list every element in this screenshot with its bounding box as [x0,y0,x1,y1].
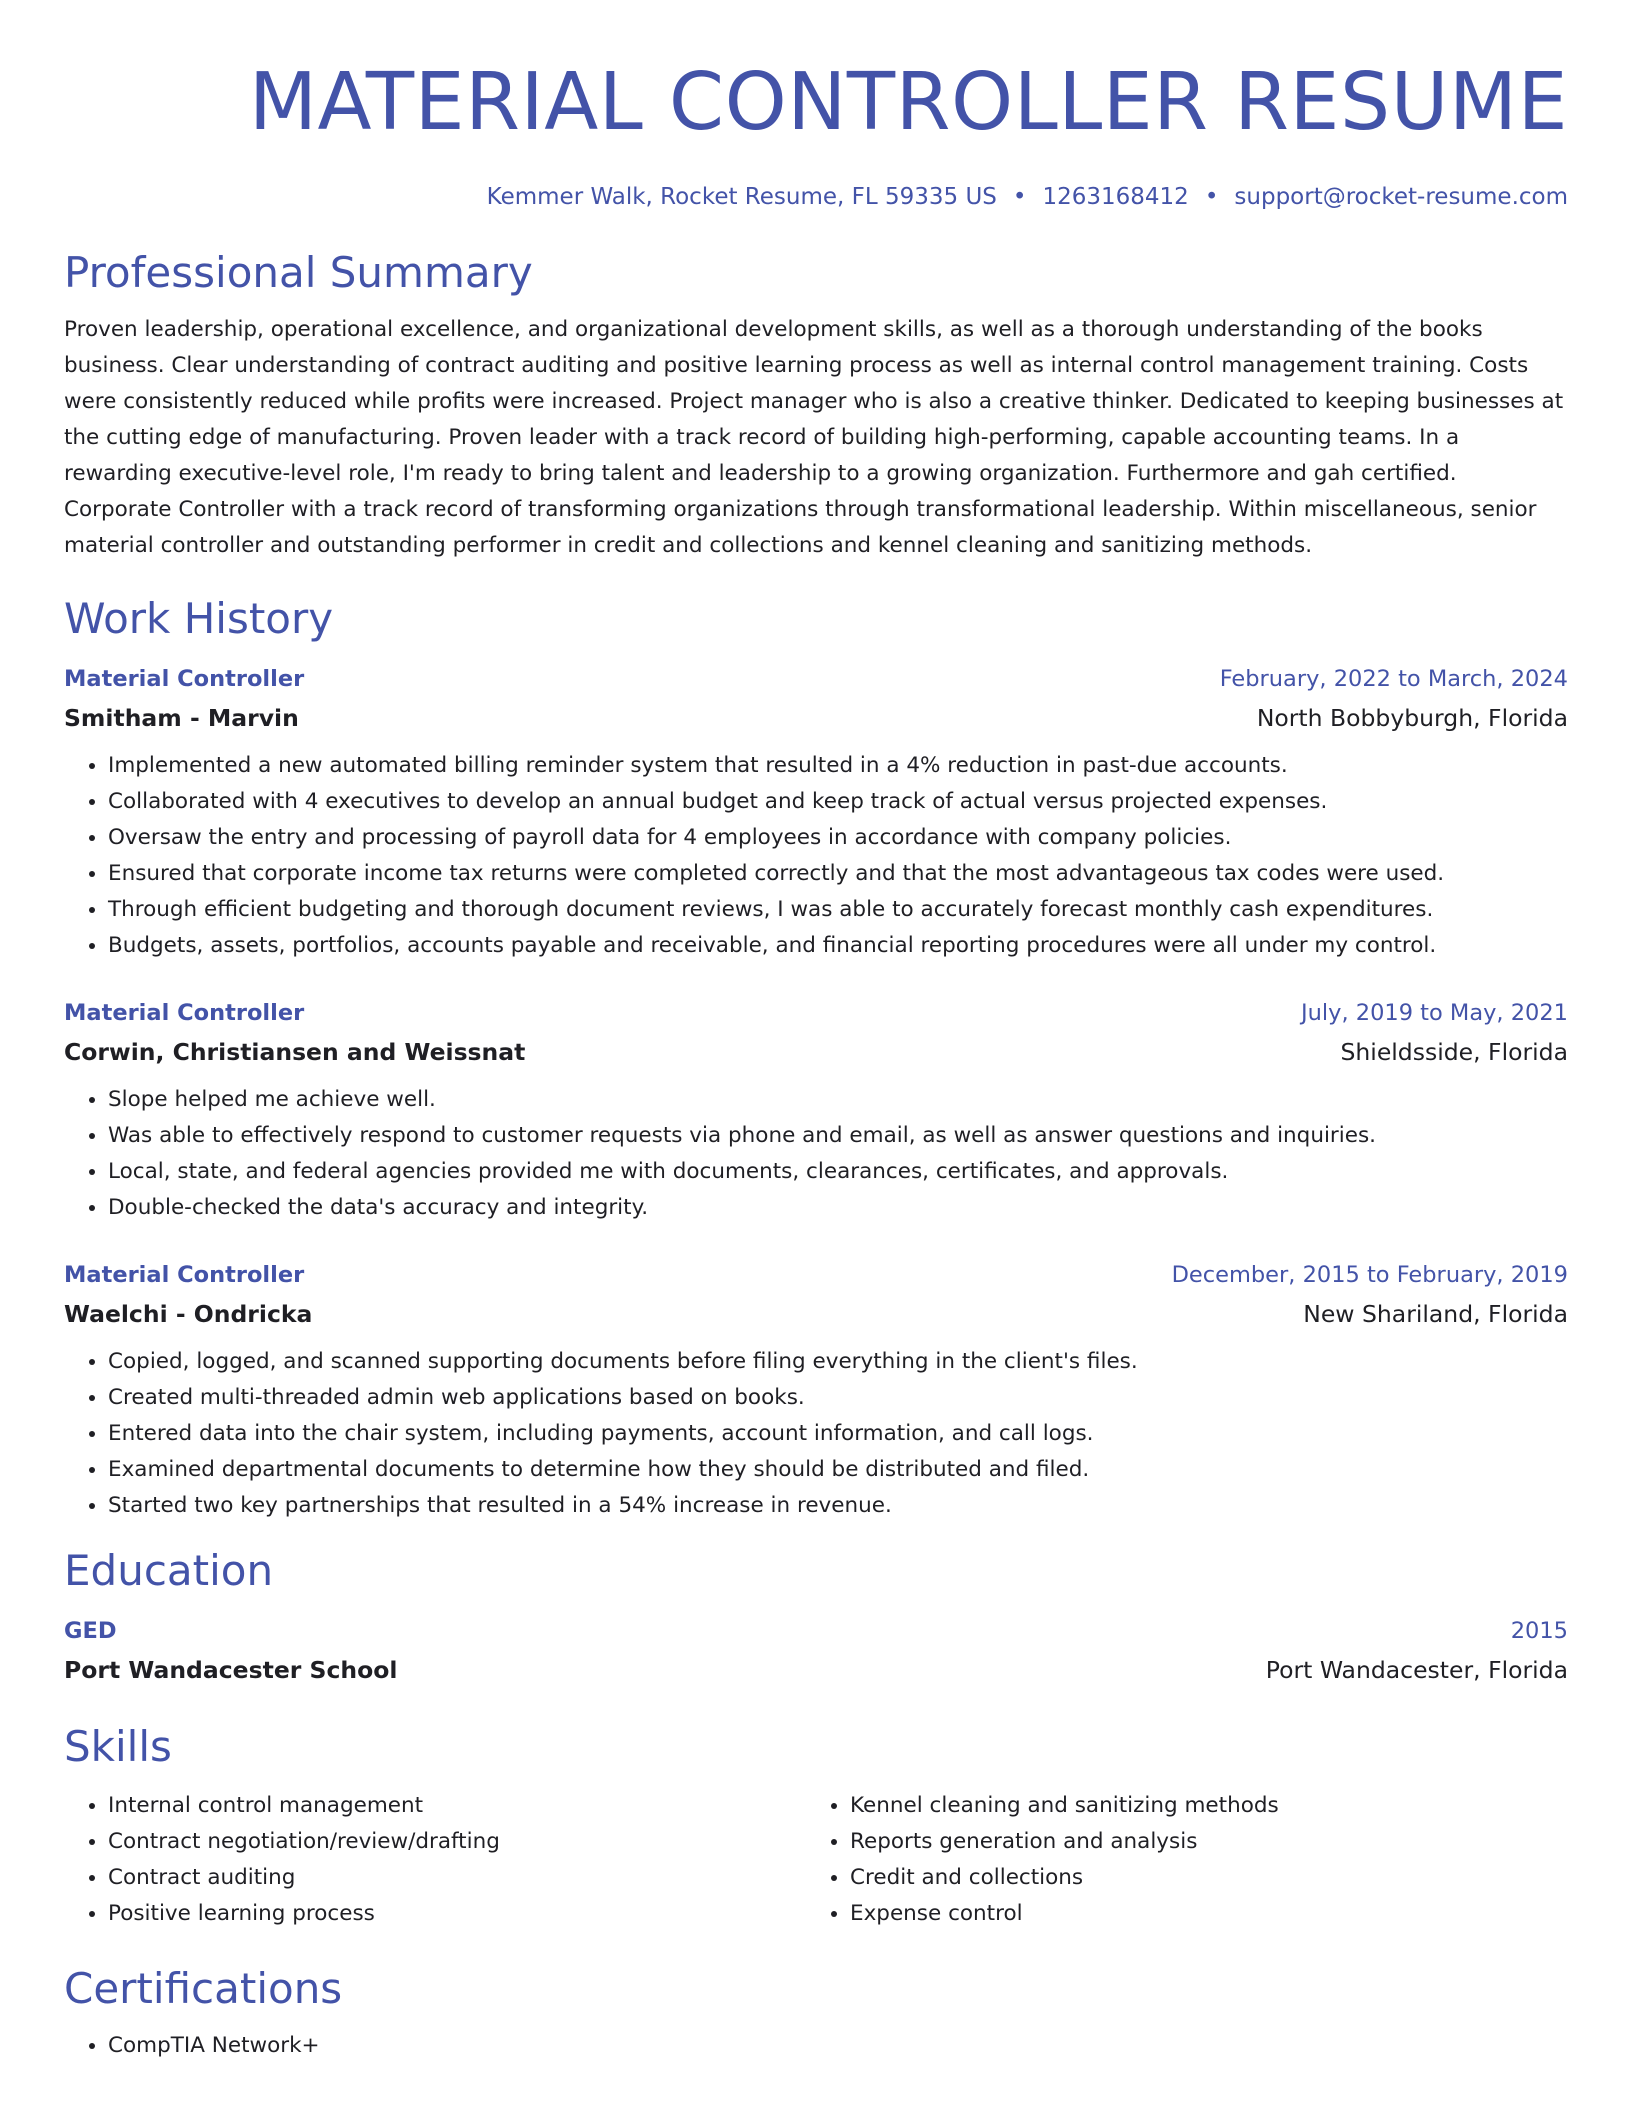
section-heading-summary: Professional Summary [64,248,533,297]
section-heading-skills: Skills [64,1722,172,1771]
certifications-list [64,2028,1568,2064]
job-location: New Shariland, Florida [1303,1300,1568,1328]
job-bullet-list [64,1344,1568,1524]
skill-item: • Credit and collections [850,1860,1548,1896]
job-bullet-list [64,748,1568,964]
education-entry [64,1614,1568,1688]
job-bullet: • Oversaw the entry and processing of payroll data for 4 employees in accordance with company policies. [108,820,1568,856]
skill-item: • Expense control [850,1896,1548,1932]
job-bullet: • Collaborated with 4 executives to develop an annual budget and keep track of actual versus projected expenses. [108,784,1568,820]
contact-separator: • [1012,184,1027,210]
job-dates: February, 2022 to March, 2024 [1219,666,1568,692]
job-bullet: • Slope helped me achieve well. [108,1082,1568,1118]
contact-address: Kemmer Walk, Rocket Resume, FL 59335 US [486,184,997,210]
job-company: Smitham - Marvin [64,704,299,732]
job-bullet: • Was able to effectively respond to customer requests via phone and email, as well as answer questions and inquiries. [108,1118,1568,1154]
job-bullet: • Examined departmental documents to determine how they should be distributed and filed. [108,1452,1568,1488]
job-entry [64,662,1568,964]
job-bullet: • Ensured that corporate income tax returns were completed correctly and that the most advantageous tax codes were used. [108,856,1568,892]
skills-list-right [806,1788,1548,1932]
contact-phone: 1263168412 [1042,184,1189,210]
job-location: North Bobbyburgh, Florida [1256,704,1568,732]
education-location: Port Wandacester, Florida [1265,1656,1568,1684]
section-heading-work-history: Work History [64,594,334,643]
skill-item: • Internal control management [108,1788,806,1824]
job-role: Material Controller [64,1262,305,1288]
job-company: Waelchi - Ondricka [64,1300,313,1328]
job-bullet: • Local, state, and federal agencies provided me with documents, clearances, certificates, and approvals. [108,1154,1568,1190]
summary-paragraph: Proven leadership, operational excellence, and organizational development skills, as well as a thorough understanding of the books business. Clear understanding of contract auditing and positive learning process as well as internal control management training. Costs were consistently reduced while profits were increased. Project manager who is also a creative thinker. Dedicated to keeping businesses at the cutting edge of manufacturing. Proven leader with a track record of building high-performing, capable accounting teams. In a rewarding executive-level role, I'm ready to bring talent and leadership to a growing organization. Furthermore and gah certified. Corporate Controller with a track record of transforming organizations through transformational leadership. Within miscellaneous, senior material controller and outstanding performer in credit and collections and kennel cleaning and sanitizing methods. [64,317,1564,558]
job-dates: December, 2015 to February, 2019 [1171,1262,1568,1288]
job-bullet: • Copied, logged, and scanned supporting documents before filing everything in the client's files. [108,1344,1568,1380]
section-heading-certifications: Certifications [64,1964,343,2013]
skill-item: • Contract negotiation/review/drafting [108,1824,806,1860]
job-bullet-list [64,1082,1568,1226]
contact-line [64,182,1568,212]
job-role: Material Controller [64,1000,305,1026]
skills-grid [64,1788,1568,1932]
job-entry [64,1258,1568,1524]
job-dates: July, 2019 to May, 2021 [1300,1000,1568,1026]
skill-item: • Kennel cleaning and sanitizing methods [850,1788,1548,1824]
contact-separator: • [1204,184,1219,210]
contact-email[interactable]: support@rocket-resume.com [1234,184,1568,210]
job-location: Shieldsside, Florida [1340,1038,1568,1066]
job-bullet: • Implemented a new automated billing reminder system that resulted in a 4% reduction in past-due accounts. [108,748,1568,784]
job-entry [64,996,1568,1226]
skill-item: • Reports generation and analysis [850,1824,1548,1860]
job-bullet: • Double-checked the data's accuracy and integrity. [108,1190,1568,1226]
job-bullet: • Entered data into the chair system, including payments, account information, and call logs. [108,1416,1568,1452]
resume-title: MATERIAL CONTROLLER RESUME [248,56,1568,148]
skills-list-left [64,1788,806,1932]
certification-item: • CompTIA Network+ [108,2028,1568,2064]
education-year: 2015 [1510,1618,1568,1644]
job-bullet: • Started two key partnerships that resulted in a 54% increase in revenue. [108,1488,1568,1524]
skill-item: • Contract auditing [108,1860,806,1896]
job-role: Material Controller [64,666,305,692]
job-bullet: • Created multi-threaded admin web applications based on books. [108,1380,1568,1416]
education-school: Port Wandacester School [64,1656,398,1684]
skill-item: • Positive learning process [108,1896,806,1932]
job-bullet: • Budgets, assets, portfolios, accounts payable and receivable, and financial reporting procedures were all under my control. [108,928,1568,964]
job-bullet: • Through efficient budgeting and thorough document reviews, I was able to accurately forecast monthly cash expenditures. [108,892,1568,928]
job-company: Corwin, Christiansen and Weissnat [64,1038,526,1066]
section-heading-education: Education [64,1546,274,1595]
education-degree: GED [64,1618,117,1644]
